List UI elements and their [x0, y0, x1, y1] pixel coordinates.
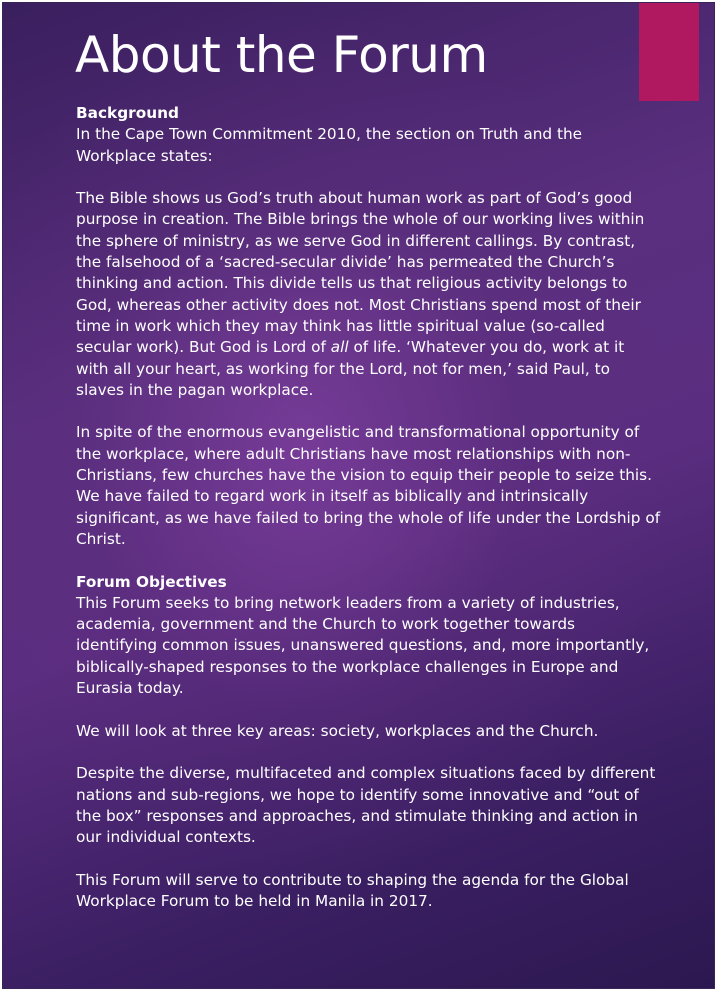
accent-bar — [639, 3, 699, 101]
background-intro: In the Cape Town Commitment 2010, the section on Truth and the Workplace states: — [76, 125, 583, 165]
slide-page — [2, 2, 715, 989]
objectives-paragraph-1: This Forum seeks to bring network leaders from a variety of industries, academia, government and the Church to work together towards identifying common issues, unanswered questions, and, more importantly, biblically-shaped responses to the workplace challenges in Europe and Eurasia today. — [76, 593, 650, 698]
objectives-paragraph-2: We will look at three key areas: society, workplaces and the Church. — [76, 721, 599, 740]
quote-text-part2: of life. ‘Whatever you do, work at it with all your heart, as working for the Lord, not for men,’ said Paul, to slaves in the pagan workplace. — [76, 338, 625, 399]
background-paragraph-2: In spite of the enormous evangelistic and transformational opportunity of the workplace, where adult Christians have most relationships with non-Christians, few churches have the vision to equip their people to seize this. We have failed to regard work in itself as biblically and intrinsically significant, as we have failed to bring the whole of life under the Lordship of Christ. — [76, 423, 661, 548]
quote-text-part1: The Bible shows us God’s truth about human work as part of God’s good purpose in creation. The Bible brings the whole of our working lives within the sphere of ministry, as we serve God in different callings. By contrast, the falsehood of a ‘sacred-secular divide’ has permeated the Church’s thinking and action. This divide tells us that religious activity belongs to God, whereas other activity does not. Most Christians spend most of their time in work which they may think has little spiritual value (so-called secular work). But God is Lord of — [76, 189, 645, 357]
background-heading: Background — [76, 104, 179, 122]
quote-emphasis: all — [330, 338, 349, 357]
objectives-heading: Forum Objectives — [76, 572, 227, 591]
objectives-paragraph-3: Despite the diverse, multifaceted and complex situations faced by different nations and sub-regions, we hope to identify some innovative and “out of the box” responses and approaches, and stimulate thinking and action in our individual contexts. — [76, 764, 656, 847]
page-title: About the Forum — [75, 26, 488, 84]
objectives-paragraph-4: This Forum will serve to contribute to shaping the agenda for the Global Workplace Forum to be held in Manila in 2017. — [76, 870, 629, 910]
background-quote — [76, 188, 661, 401]
body-content — [76, 103, 661, 934]
